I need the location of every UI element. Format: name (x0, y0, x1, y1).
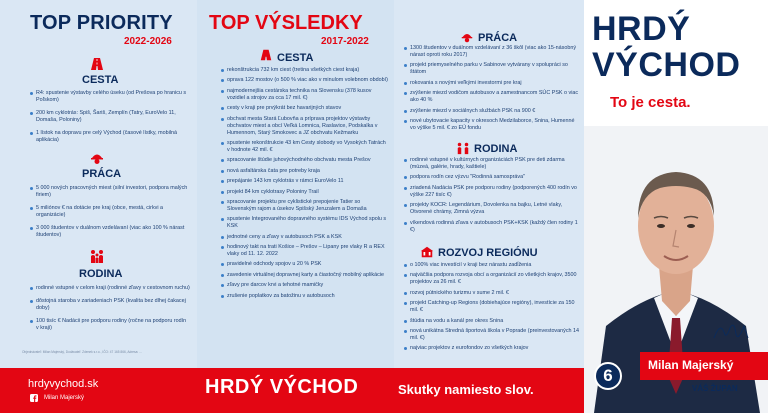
list-item: 200 km cyklotrás: Spiš, Šariš, Zemplín (Tatry, EuroVelo 11, Domaša, Poloniny) (30, 110, 190, 124)
priorities-title: TOP PRIORITY (30, 12, 173, 34)
list-item: hodinový takt na trati Košice – Prešov – Lipany pre vlaky R a REX vlaky od 11. 12. 2022 (221, 244, 389, 258)
bottom-banner (0, 368, 584, 413)
brand-title-line2: VÝCHOD (592, 46, 741, 84)
list-item: projekty KOCR: Legendárium, Dovolenka na bajku, Letné vlaky, Otvorené chrámy, Zimná výzva (404, 202, 580, 216)
ballot-number: 6 (594, 362, 622, 390)
list-item: cesty v kraji pre prvýkrát bez havarijných stavov (221, 105, 389, 112)
priorities-rodina-list (30, 285, 190, 338)
priorities-column (0, 0, 197, 368)
results-rodina-list (404, 157, 580, 237)
list-item: zrušenie poplatkov za batožinu v autobusoch (221, 293, 389, 300)
list-item: 100 tisíc € Nadácii pre podporu rodiny (ročne na podporu rodín v kraji) (30, 318, 190, 332)
list-item: najmodernejšia cestárska technika na Slovensku (378 kusov vozidiel a strojov za cca 17 mil. €) (221, 88, 389, 102)
list-item: obchvat mesta Stará Ľubovňa a príprava projektov výstavby obchvatov miest a obcí Veľká Lomnica, Raslavice, Podskalka v Humennom, Starý Smokovec a JZ obchvatu Kežmarku (221, 116, 389, 137)
priorities-praca-title: PRÁCA (82, 168, 122, 180)
list-item: spracovanie projektu pre cyklistické prepojenie Tatier so Slovenským rajom a úsekov Spišský Jeruzalem a Domaša (221, 199, 389, 213)
brand-title-line1: HRDÝ (592, 10, 691, 48)
list-item: zvýšenie miezd v sociálnych službách PSK na 900 € (404, 108, 580, 115)
list-item: prepájanie 143 km cyklotrás v rámci EuroVelo 11 (221, 178, 389, 185)
list-item: pravidelné odchody spojov u 20 % PSK (221, 261, 389, 268)
list-item: oprava 122 mostov (o 500 % viac ako v minulom volebnom období) (221, 77, 389, 84)
list-item: spustenie Integrovaného dopravného systému IDS Východ spolu s KSK (221, 216, 389, 230)
worker-icon (460, 30, 474, 44)
results-rodina-title: RODINA (474, 143, 518, 155)
list-item: spracovanie štúdie juhovýchodného obchvatu mesta Prešov (221, 157, 389, 164)
results-praca-title: PRÁCA (478, 32, 518, 44)
list-item: 1300 študentov v duálnom vzdelávaní z 36 škôl (viac ako 15-násobný nárast oproti roku 2017) (404, 45, 580, 59)
list-item: rozvoj pútnického turizmu v sume 2 mil. € (404, 290, 580, 297)
list-item: spustenie rekonštrukcie 43 km Cesty slobody vo Vysokých Tatrách v hodnote 42 mil. € (221, 140, 389, 154)
list-item: dôstojná staroba v zariadeniach PSK (kvalita bez dlhej čakacej doby) (30, 298, 190, 312)
list-item: R4: spustenie výstavby celého úseku (od Prešova po hranicu s Poľskom) (30, 90, 190, 104)
results-years: 2017-2022 (321, 36, 369, 47)
tagline: To je cesta. (610, 94, 691, 111)
list-item: projekt Catching-up Regions (dobiehajúce regióny), investície za 150 mil. € (404, 300, 580, 314)
website-link[interactable]: hrdyvychod.sk (28, 378, 99, 390)
list-item: rodinné vstupné v kultúrnych organizáciách PSK pre deti zdarma (múzeá, galérie, hrady, kaštiele) (404, 157, 580, 171)
list-item: zvýšenie miezd vodičom autobusov a zamestnancom SÚC PSK o viac ako 40 % (404, 90, 580, 104)
results-rozvoj-list (404, 262, 580, 356)
list-item: 5 miliónov € na dotácie pre kraj (obce, mestá, cirkvi a organizácie) (30, 205, 190, 219)
road-icon (259, 48, 273, 62)
list-item: najviac projektov z eurofondov zo všetkých krajov (404, 345, 580, 352)
list-item: projekt priemyselného parku v Sabinove vytvárany v spolupráci so štátom (404, 62, 580, 76)
list-item: zavedenie virtuálnej dopravnej karty a čiastočný mobilný aplikácie (221, 272, 389, 279)
family-icon (456, 141, 470, 155)
signature (712, 318, 752, 344)
results-title: TOP VÝSLEDKY (209, 12, 363, 34)
results-praca-list (404, 45, 580, 135)
list-item: štúdia na vodu a kanál pre okres Snina (404, 318, 580, 325)
priorities-rodina-title: RODINA (79, 268, 123, 280)
candidate-name: Milan Majerský (648, 358, 734, 372)
list-item: najväčšia podpora rozvoja obcí a organizácií zo všetkých krajov, 3500 projektov za 26 mil. € (404, 272, 580, 286)
candidate-name-bar (640, 352, 768, 380)
list-item: 5 000 nových pracovných miest (silní investori, podpora malých firiem) (30, 185, 190, 199)
list-item: rokovania s novými veľkými investormi pre kraj (404, 80, 580, 87)
list-item: rekonštrukcia 732 km ciest (tretina všetkých ciest kraja) (221, 67, 389, 74)
list-item: rodinné vstupné v celom kraji (rodinné zľavy v cestovnom ruchu) (30, 285, 190, 292)
fine-print: Objednávateľ: Milan Majerský, Dodávateľ: Zdenek s.r.o., IČO: 47 165 866, Adresa: ... (22, 350, 142, 354)
slogan-sub: Skutky namiesto slov. (398, 382, 534, 397)
family-icon (89, 248, 105, 264)
road-icon (89, 56, 105, 72)
list-item: o 100% viac investícií v kraji bez nárastu zadĺženia (404, 262, 580, 269)
list-item: víkendová rodinná zľava v autobusoch PSK+KSK (každý člen rodiny 1 €) (404, 220, 580, 234)
list-item: zriadená Nadácia PSK pre podporu rodiny (podporených 400 rodín vo výške 227 tisíc €) (404, 185, 580, 199)
list-item: nová asfaltárska čata pre potreby kraja (221, 168, 389, 175)
list-item: nová unikátna Stredná športová škola v Poprade (preinvestovaných 14 mil. €) (404, 328, 580, 342)
list-item: 1 lístok na dopravu pre celý Východ (časové lístky, mobilná aplikácia) (30, 130, 190, 144)
worker-icon (89, 150, 105, 166)
results-cesta-list (221, 67, 389, 303)
list-item: jednotné ceny a zľavy v autobusoch PSK a KSK (221, 234, 389, 241)
facebook-link[interactable]: Milan Majerský (44, 395, 85, 401)
priorities-praca-list (30, 185, 190, 245)
results-cesta-title: CESTA (277, 52, 314, 64)
region-icon (420, 245, 434, 259)
results-column-2 (394, 0, 584, 368)
list-item: projekt 84 km cyklotrasy Poloniny Trail (221, 189, 389, 196)
slogan-main: HRDÝ VÝCHOD (205, 376, 359, 398)
facebook-icon (30, 394, 38, 402)
priorities-years: 2022-2026 (124, 36, 172, 47)
priorities-cesta-list (30, 90, 190, 150)
list-item: nové ubytovacie kapacity v okresoch Medzilaborce, Snina, Humenné vo výške 5 mil. € zo EÚ fondu (404, 118, 580, 132)
results-rozvoj-title: ROZVOJ REGIÓNU (438, 247, 538, 259)
results-column (197, 0, 394, 368)
priorities-cesta-title: CESTA (82, 74, 119, 86)
list-item: 3 000 študentov v duálnom vzdelávaní (viac ako 100 % nárast študentov) (30, 225, 190, 239)
candidate-panel (584, 0, 768, 413)
list-item: zľavy pre darcov krvi a tehotné mamičky (221, 282, 389, 289)
list-item: podpora rodín cez výzvu "Rodinná samospráva" (404, 174, 580, 181)
candidate-role: VÁŠ ŽUPAN (692, 384, 738, 393)
